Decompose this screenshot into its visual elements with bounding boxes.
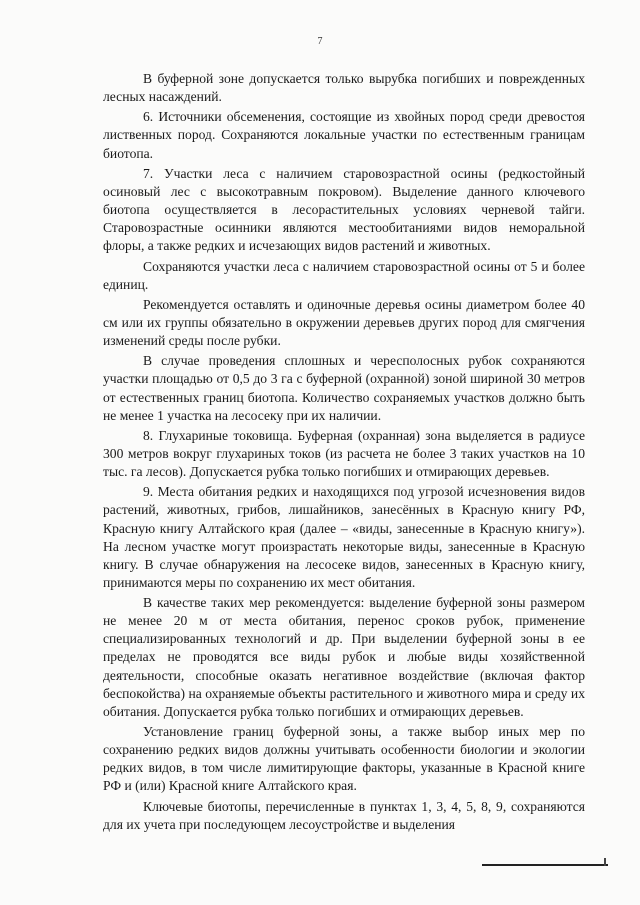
paragraph: 7. Участки леса с наличием старовозрастной осины (редкостойный осиновый лес с высокотравным покровом). Выделение данного ключевого биотопа осуществляется в лесорастительных условиях черневой тайги. Старовозрастные осинники являются местообитаниями видов неморальной флоры, а также редких и исчезающих видов растений и животных. — [103, 165, 585, 254]
paragraph: Установление границ буферной зоны, а также выбор иных мер по сохранению редких видов должны учитывать особенности биологии и экологии редких видов, в том числе лимитирующие факторы, указанные в Красной книге РФ и (или) Красной книге Алтайского края. — [103, 723, 585, 794]
paragraph: Рекомендуется оставлять и одиночные деревья осины диаметром более 40 см или их группы обязательно в окружении деревьев других пород для смягчения изменений среды после рубки. — [103, 296, 585, 349]
paragraph: В буферной зоне допускается только вырубка погибших и поврежденных лесных насаждений. — [103, 71, 585, 105]
paragraph: В случае проведения сплошных и чересполосных рубок сохраняются участки площадью от 0,5 до 3 га с буферной (охранной) зоной шириной 30 метров от естественных границ биотопа. Количество сохраняемых участков должно быть не менее 1 участка на лесосеку при их наличии. — [103, 353, 585, 423]
document-body — [103, 70, 585, 836]
paragraph: 8. Глухариные токовища. Буферная (охранная) зона выделяется в радиусе 300 метров вокруг глухариных токов (из расчета не более 3 таких участков на 10 тыс. га лесов). Допускается рубка только погибших и отмирающих деревьев. — [103, 427, 585, 480]
page-number: 7 — [317, 36, 323, 47]
paragraph: Сохраняются участки леса с наличием старовозрастной осины от 5 и более единиц. — [103, 258, 585, 292]
footer-rule — [482, 864, 608, 866]
paragraph: В качестве таких мер рекомендуется: выделение буферной зоны размером не менее 20 м от места обитания, перенос сроков рубок, применение специализированных технологий и др. При выделении буферной зоны в ее пределах не проводятся все виды рубок и любые виды хозяйственной деятельности, способные оказать негативное воздействие (включая фактор беспокойства) на охраняемые объекты растительного и животного мира и среду их обитания. Допускается рубка только погибших и отмирающих деревьев. — [103, 595, 585, 719]
paragraph: Ключевые биотопы, перечисленные в пунктах 1, 3, 4, 5, 8, 9, сохраняются для их учета при последующем лесоустройстве и выделения — [103, 798, 585, 832]
paragraph: 6. Источники обсеменения, состоящие из хвойных пород среди древостоя лиственных пород. Сохраняются локальные участки по естественным границам биотопа. — [103, 109, 585, 161]
footer-rule-mark — [604, 858, 606, 866]
paragraph: 9. Места обитания редких и находящихся под угрозой исчезновения видов растений, животных, грибов, лишайников, занесённых в Красную книгу РФ, Красную книгу Алтайского края (далее – «виды, занесенные в Красную книгу»). На лесном участке могут произрастать некоторые виды, занесенные в Красную книгу. В случае обнаружения на лесосеке видов, занесенных в Красную книгу, принимаются меры по сохранению их мест обитания. — [103, 484, 585, 590]
